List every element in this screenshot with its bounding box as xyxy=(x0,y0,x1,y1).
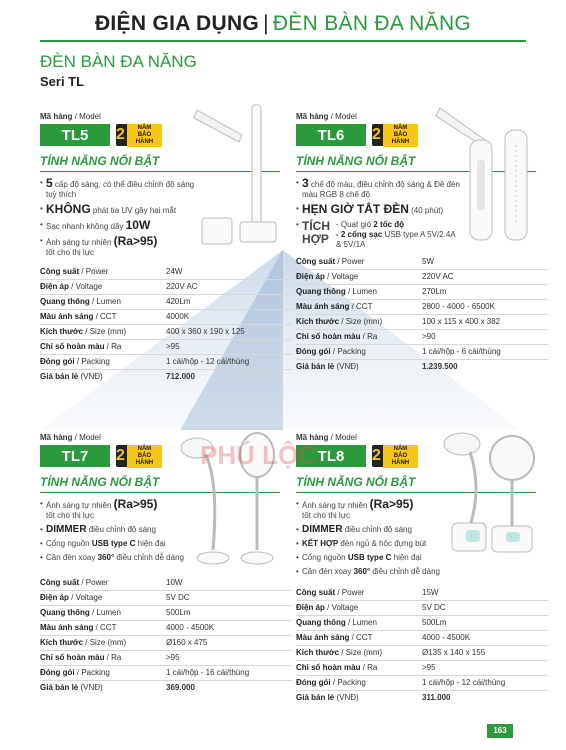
spec-row: Công suất / Power 24W xyxy=(40,264,292,279)
header-rule xyxy=(40,40,526,42)
spec-row: Kích thước / Size (mm) 400 x 360 x 190 x 125 xyxy=(40,324,292,339)
price-value: 1.239.500 xyxy=(422,362,458,372)
spec-row: Chỉ số hoàn màu / Ra >90 xyxy=(296,329,548,344)
warranty-badge: 2 NĂM BẢO HÀNH xyxy=(116,445,162,467)
spec-table xyxy=(296,585,548,705)
feature-item: • Cổng nguồn USB type C hiện đại xyxy=(40,539,210,549)
page-number: 163 xyxy=(487,724,513,738)
spec-row: Quang thông / Lumen 500Lm xyxy=(40,605,292,620)
lamp-image-tl5 xyxy=(192,100,282,250)
model-label: Mã hàng / Model xyxy=(296,112,357,121)
feature-item: • DIMMER điều chỉnh độ sáng xyxy=(40,525,210,535)
feature-item: • 3 chế độ màu, điều chỉnh độ sáng & Đề đèn màu RGB 8 chế độ xyxy=(296,178,461,200)
model-label: Mã hàng / Model xyxy=(296,433,357,442)
spec-row: Đóng gói / Packing 1 cái/hộp - 16 cái/thùng xyxy=(40,665,292,680)
header-category: ĐIỆN GIA DỤNG xyxy=(94,12,260,35)
feature-item: • HẸN GIỜ TẮT ĐÈN (40 phút) xyxy=(296,204,461,216)
feature-item: • TÍCH HỢP - Quạt gió 2 tốc độ - 2 cổng sạc USB type A 5V/2.4A & 5V/1A xyxy=(296,220,461,250)
model-badge: TL7 xyxy=(40,445,110,467)
spec-row: Chỉ số hoàn màu / Ra >95 xyxy=(40,650,292,665)
features-title: TÍNH NĂNG NỔI BẬT xyxy=(40,154,160,168)
spec-row: Quang thông / Lumen 270Lm xyxy=(296,284,548,299)
feature-list xyxy=(40,178,200,258)
price-row: Giá bán lẻ (VNĐ) 1.239.500 xyxy=(296,359,548,374)
feature-item: • Cổng nguồn USB type C hiện đại xyxy=(296,553,466,563)
spec-row: Đóng gói / Packing 1 cái/hộp - 6 cái/thùng xyxy=(296,344,548,359)
lamp-image-tl6 xyxy=(430,100,540,250)
spec-row: Kích thước / Size (mm) 100 x 115 x 400 x 382 xyxy=(296,314,548,329)
spec-row: Chỉ số hoàn màu / Ra >95 xyxy=(296,660,548,675)
spec-row: Màu ánh sáng / CCT 2800 - 4000 - 6500K xyxy=(296,299,548,314)
feature-item: • Cần đèn xoay 360° điều chỉnh dễ dàng xyxy=(296,567,466,577)
feature-item: • DIMMER điều chỉnh độ sáng xyxy=(296,525,466,535)
model-badge: TL5 xyxy=(40,124,110,146)
spec-row: Công suất / Power 15W xyxy=(296,585,548,600)
page-header xyxy=(0,0,566,40)
spec-row: Điện áp / Voltage 220V AC xyxy=(296,269,548,284)
spec-row: Chỉ số hoàn màu / Ra >95 xyxy=(40,339,292,354)
price-row: Giá bán lẻ (VNĐ) 311.000 xyxy=(296,690,548,705)
feature-item: • Ánh sáng tự nhiên (Ra>95) tốt cho thị lực xyxy=(40,499,210,521)
spec-row: Đóng gói / Packing 1 cái/hộp - 12 cái/thùng xyxy=(40,354,292,369)
spec-row: Màu ánh sáng / CCT 4000K xyxy=(40,309,292,324)
model-badge: TL6 xyxy=(296,124,366,146)
feature-item: • KẾT HỢP đèn ngủ & hộc đựng bút xyxy=(296,539,466,549)
feature-item: • 5 cấp độ sáng, có thể điều chỉnh độ sáng tuỳ thích xyxy=(40,178,200,200)
warranty-badge: 2 NĂM BẢO HÀNH xyxy=(372,124,418,146)
model-label: Mã hàng / Model xyxy=(40,433,101,442)
spec-row: Công suất / Power 10W xyxy=(40,575,292,590)
spec-row: Quang thông / Lumen 420Lm xyxy=(40,294,292,309)
features-title: TÍNH NĂNG NỔI BẬT xyxy=(296,475,416,489)
section-title: ĐÈN BÀN ĐA NĂNG xyxy=(40,52,197,71)
spec-table xyxy=(40,264,292,384)
model-badge: TL8 xyxy=(296,445,366,467)
watermark: PHÚ LỘC xyxy=(200,440,317,470)
price-value: 369.000 xyxy=(166,683,195,693)
spec-row: Màu ánh sáng / CCT 4000 - 4500K xyxy=(296,630,548,645)
lamp-image-tl8 xyxy=(440,418,540,568)
feature-item: • Ánh sáng tự nhiên (Ra>95) tốt cho thị lực xyxy=(40,236,200,258)
spec-row: Điện áp / Voltage 5V DC xyxy=(40,590,292,605)
header-separator: | xyxy=(263,12,269,35)
warranty-badge: 2 NĂM BẢO HÀNH xyxy=(372,445,418,467)
spec-row: Quang thông / Lumen 500Lm xyxy=(296,615,548,630)
price-row: Giá bán lẻ (VNĐ) 712.000 xyxy=(40,369,292,384)
header-subcategory: ĐÈN BÀN ĐA NĂNG xyxy=(272,12,472,35)
feature-item: • Ánh sáng tự nhiên (Ra>95) tốt cho thị lực xyxy=(296,499,466,521)
spec-row: Công suất / Power 5W xyxy=(296,254,548,269)
spec-row: Kích thước / Size (mm) Ø135 x 140 x 155 xyxy=(296,645,548,660)
spec-table xyxy=(296,254,548,374)
price-row: Giá bán lẻ (VNĐ) 369.000 xyxy=(40,680,292,695)
feature-item: • KHÔNG phát tia UV gây hại mắt xyxy=(40,204,200,216)
features-title: TÍNH NĂNG NỔI BẬT xyxy=(296,154,416,168)
features-title: TÍNH NĂNG NỔI BẬT xyxy=(40,475,160,489)
spec-row: Kích thước / Size (mm) Ø160 x 475 xyxy=(40,635,292,650)
series-name: Seri TL xyxy=(40,74,85,89)
spec-row: Điện áp / Voltage 5V DC xyxy=(296,600,548,615)
price-value: 311.000 xyxy=(422,693,451,703)
spec-row: Đóng gói / Packing 1 cái/hộp - 12 cái/thùng xyxy=(296,675,548,690)
spec-row: Điện áp / Voltage 220V AC xyxy=(40,279,292,294)
price-value: 712.000 xyxy=(166,372,195,382)
spec-row: Màu ánh sáng / CCT 4000 - 4500K xyxy=(40,620,292,635)
model-label: Mã hàng / Model xyxy=(40,112,101,121)
feature-item: • Cần đèn xoay 360° điều chỉnh dễ dàng xyxy=(40,553,210,563)
spec-table xyxy=(40,575,292,695)
warranty-badge: 2 NĂM BẢO HÀNH xyxy=(116,124,162,146)
feature-item: • Sạc nhanh không dây 10W xyxy=(40,220,200,232)
